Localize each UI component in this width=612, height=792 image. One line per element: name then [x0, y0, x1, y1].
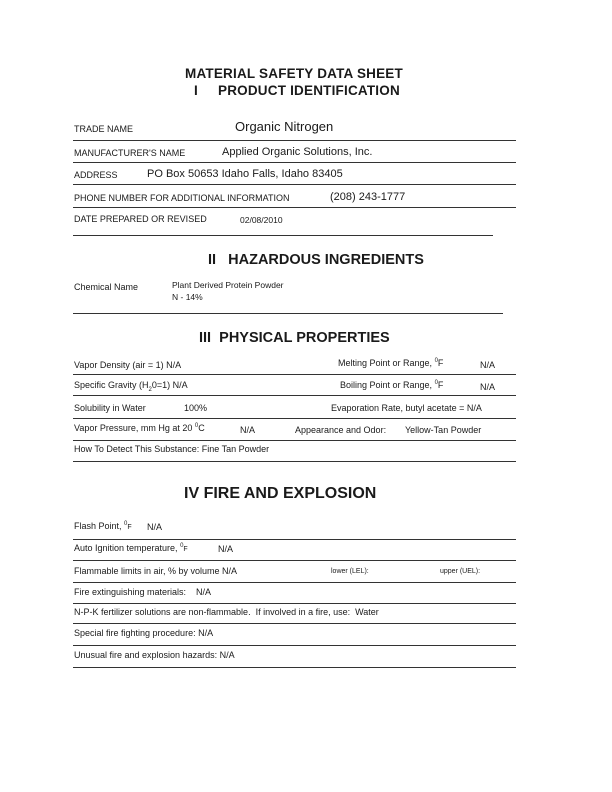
- specific-gravity-value: 0=1) N/A: [151, 380, 188, 390]
- boiling-point-label: Boiling Point or Range,: [340, 380, 433, 390]
- special-procedure: Special fire fighting procedure: N/A: [74, 628, 214, 638]
- vapor-pressure-value: N/A: [240, 425, 256, 435]
- divider: [73, 184, 516, 185]
- divider: [73, 623, 516, 624]
- flammable-limits: Flammable limits in air, % by volume N/A: [74, 566, 238, 576]
- section-3-title: III PHYSICAL PROPERTIES: [199, 330, 390, 346]
- detection-method: How To Detect This Substance: Fine Tan Powder: [74, 444, 270, 454]
- flash-point-label: Flash Point,: [74, 521, 122, 531]
- subscript-2: 2: [148, 386, 152, 393]
- divider: [73, 560, 516, 561]
- divider: [73, 667, 516, 668]
- boiling-point-value: N/A: [480, 382, 496, 392]
- trade-name-value: Organic Nitrogen: [235, 119, 334, 134]
- melting-point-value: N/A: [480, 360, 496, 370]
- divider: [73, 418, 516, 419]
- divider: [73, 539, 516, 540]
- unusual-hazards: Unusual fire and explosion hazards: N/A: [74, 650, 235, 660]
- melting-point-label: Melting Point or Range,: [338, 358, 433, 368]
- divider: [73, 235, 493, 236]
- divider: [73, 461, 516, 462]
- manufacturer-label: MANUFACTURER'S NAME: [74, 148, 186, 158]
- chemical-concentration: N - 14%: [172, 292, 203, 302]
- extinguishing-materials: Fire extinguishing materials: N/A: [74, 587, 212, 597]
- section-4-title: IV FIRE AND EXPLOSION: [184, 485, 377, 502]
- address-value: PO Box 50653 Idaho Falls, Idaho 83405: [147, 168, 343, 180]
- auto-ignition-label: Auto Ignition temperature,: [74, 543, 178, 553]
- boiling-point-unit: F: [437, 380, 444, 390]
- divider: [73, 140, 516, 141]
- divider: [73, 313, 503, 314]
- flash-point: [74, 521, 132, 531]
- appearance-label: Appearance and Odor:: [295, 425, 387, 435]
- degree-symbol: 0: [434, 358, 438, 364]
- specific-gravity-label: Specific Gravity (H: [74, 380, 149, 390]
- vapor-pressure-unit: C: [198, 423, 205, 433]
- divider: [73, 395, 516, 396]
- phone-value: (208) 243-1777: [330, 191, 406, 203]
- date-label: DATE PREPARED OR REVISED: [74, 214, 207, 224]
- evaporation-rate: Evaporation Rate, butyl acetate = N/A: [331, 403, 482, 413]
- section-1-title: PRODUCT IDENTIFICATION: [218, 83, 400, 98]
- appearance-value: Yellow-Tan Powder: [405, 425, 482, 435]
- phone-label: PHONE NUMBER FOR ADDITIONAL INFORMATION: [74, 193, 290, 203]
- section-1-number: I: [194, 83, 198, 98]
- vapor-density: Vapor Density (air = 1) N/A: [74, 360, 182, 370]
- auto-ignition: [74, 543, 188, 553]
- melting-point: [338, 358, 443, 368]
- specific-gravity: [74, 380, 188, 393]
- manufacturer-value: Applied Organic Solutions, Inc.: [222, 146, 373, 158]
- divider: [73, 603, 516, 604]
- divider: [73, 207, 516, 208]
- divider: [73, 440, 516, 441]
- degree-symbol: 0: [194, 423, 199, 429]
- section-2-title: II HAZARDOUS INGREDIENTS: [208, 252, 424, 268]
- chemical-name-label: Chemical Name: [74, 282, 139, 292]
- divider: [73, 374, 516, 375]
- degree-symbol: 0: [180, 543, 184, 549]
- auto-ignition-value: N/A: [218, 544, 234, 554]
- flash-point-value: N/A: [147, 522, 163, 532]
- boiling-point: [340, 380, 443, 390]
- degree-symbol: 0: [124, 521, 128, 527]
- address-label: ADDRESS: [74, 170, 118, 180]
- upper-limit-label: upper (UEL):: [440, 568, 481, 575]
- melting-point-unit: F: [437, 358, 444, 368]
- date-value: 02/08/2010: [240, 215, 283, 225]
- divider: [73, 582, 516, 583]
- document-title: MATERIAL SAFETY DATA SHEET: [185, 66, 403, 81]
- divider: [73, 645, 516, 646]
- flash-point-unit: F: [127, 524, 132, 531]
- chemical-name-value: Plant Derived Protein Powder: [172, 280, 284, 290]
- trade-name-label: TRADE NAME: [74, 124, 134, 134]
- solubility-value: 100%: [184, 403, 208, 413]
- lower-limit-label: lower (LEL):: [331, 568, 369, 575]
- vapor-pressure-label: Vapor Pressure, mm Hg at 20: [74, 423, 193, 433]
- vapor-pressure: [74, 423, 205, 433]
- solubility-label: Solubility in Water: [74, 403, 146, 413]
- divider: [73, 162, 516, 163]
- auto-ignition-unit: F: [183, 546, 188, 553]
- npk-note: N-P-K fertilizer solutions are non-flammable. If involved in a fire, use: Water: [74, 607, 379, 617]
- degree-symbol: 0: [434, 380, 438, 386]
